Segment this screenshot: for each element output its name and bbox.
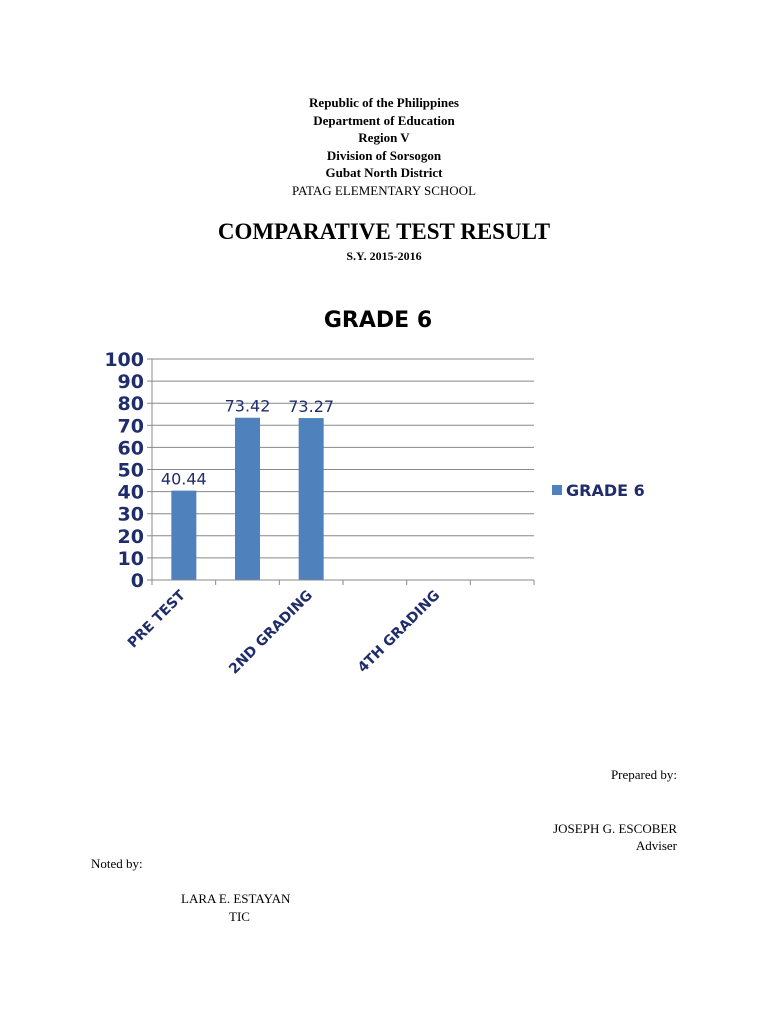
letterhead-line: Division of Sorsogon [326,147,442,163]
chart-title: GRADE 6 [323,308,433,333]
prepared-by-name: JOSEPH G. ESCOBER [553,821,677,836]
y-tick-label: 0 [130,570,144,592]
data-label: 40.44 [160,469,207,489]
bar [235,418,260,580]
y-tick-label: 100 [104,349,144,371]
x-tick-label: 2ND GRADING [226,587,316,678]
x-tick-label: 4TH GRADING [354,587,444,676]
y-tick-label: 80 [117,393,144,416]
y-tick-label: 10 [117,547,144,570]
x-tick-label: PRE TEST [124,587,189,652]
letterhead-line: Gubat North District [325,165,443,181]
school-year: S.Y. 2015-2016 [346,249,422,263]
y-tick-label: 90 [117,371,144,394]
bar [299,418,324,580]
y-tick-label: 40 [117,481,144,504]
document-title: COMPARATIVE TEST RESULT [217,219,551,244]
legend-swatch [552,485,562,495]
data-label: 73.42 [224,396,271,416]
data-label: 73.27 [288,397,335,417]
y-tick-label: 50 [117,459,144,482]
prepared-by-role: Adviser [635,838,677,853]
bar-chart [0,290,768,710]
letterhead [0,94,768,200]
legend-label: GRADE 6 [566,481,645,500]
letterhead-line: Region V [358,130,410,146]
y-tick-label: 60 [117,437,144,460]
y-tick-label: 70 [117,415,144,438]
y-tick-label: 20 [117,525,144,548]
prepared-by-label: Prepared by: [610,767,677,782]
letterhead-line: Republic of the Philippines [309,95,459,110]
noted-by-role: TIC [229,909,250,924]
y-tick-label: 30 [117,503,144,526]
bar [171,491,196,580]
noted-by-label: Noted by: [91,856,143,871]
noted-by-name: LARA E. ESTAYAN [181,891,291,906]
letterhead-line: Department of Education [313,112,455,128]
school-name: PATAG ELEMENTARY SCHOOL [291,182,477,198]
